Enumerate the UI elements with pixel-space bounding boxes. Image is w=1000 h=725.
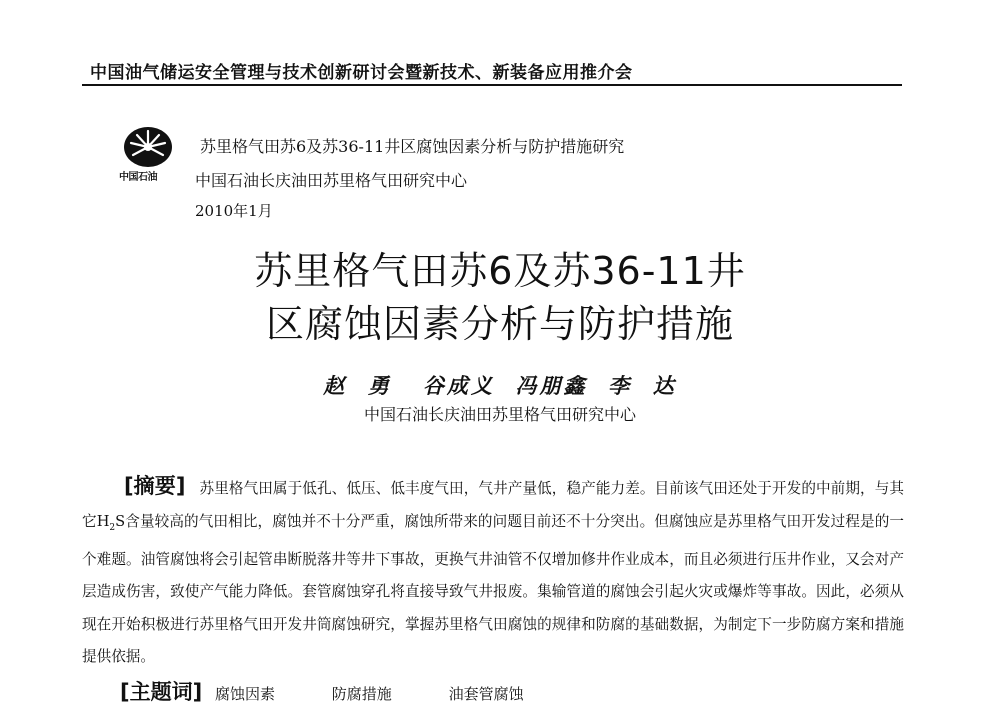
authors: 赵 勇 谷成义 冯朋鑫 李 达: [323, 373, 677, 398]
keyword-item: 腐蚀因素: [214, 685, 275, 703]
meta-date: 2010年1月: [195, 202, 273, 220]
abstract-text-before: 苏里格气田属于低孔、低压、低丰度气田，气井产量低，稳产能力差。目前该气田还处于开发的中前期，与其它H: [82, 480, 904, 530]
abstract-subscript: 2: [109, 522, 116, 533]
keywords: [120, 676, 576, 706]
abstract-text-after: S含量较高的气田相比，腐蚀并不十分严重，腐蚀所带来的问题目前还不十分突出。但腐蚀应是苏里格气田开发过程是的一个难题。油管腐蚀将会引起管串断脱落井等井下事故，更换气井油管不仅增加修井作业成本，而且必须进行压井作业，又会对产层造成伤害，致使产气能力降低。套管腐蚀穿孔将直接导致气井报废。集输管道的腐蚀会引起火灾或爆炸等事故。因此，必须从现在开始积极进行苏里格气田开发井筒腐蚀研究，掌握苏里格气田腐蚀的规律和防腐的基础数据，为制定下一步防腐方案和措施提供依据。: [82, 512, 904, 666]
keyword-item: 油套管腐蚀: [448, 685, 524, 703]
meta-organization: 中国石油长庆油田苏里格气田研究中心: [195, 171, 468, 190]
header-rule: [82, 84, 902, 86]
paper-title-line1: 苏里格气田苏6及苏36-11井: [254, 249, 746, 293]
affiliation: 中国石油长庆油田苏里格气田研究中心: [363, 405, 636, 424]
abstract-label: [摘要]: [124, 474, 186, 498]
meta-title: 苏里格气田苏6及苏36-11井区腐蚀因素分析与防护措施研究: [200, 137, 625, 156]
keyword-item: 防腐措施: [331, 685, 392, 703]
paper-title-line2: 区腐蚀因素分析与防护措施: [265, 302, 734, 346]
logo-text: 中国石油: [119, 172, 157, 183]
conference-header: 中国油气储运安全管理与技术创新研讨会暨新技术、新装备应用推介会: [90, 63, 633, 83]
abstract: [82, 470, 904, 674]
keywords-label: [主题词]: [120, 680, 203, 704]
